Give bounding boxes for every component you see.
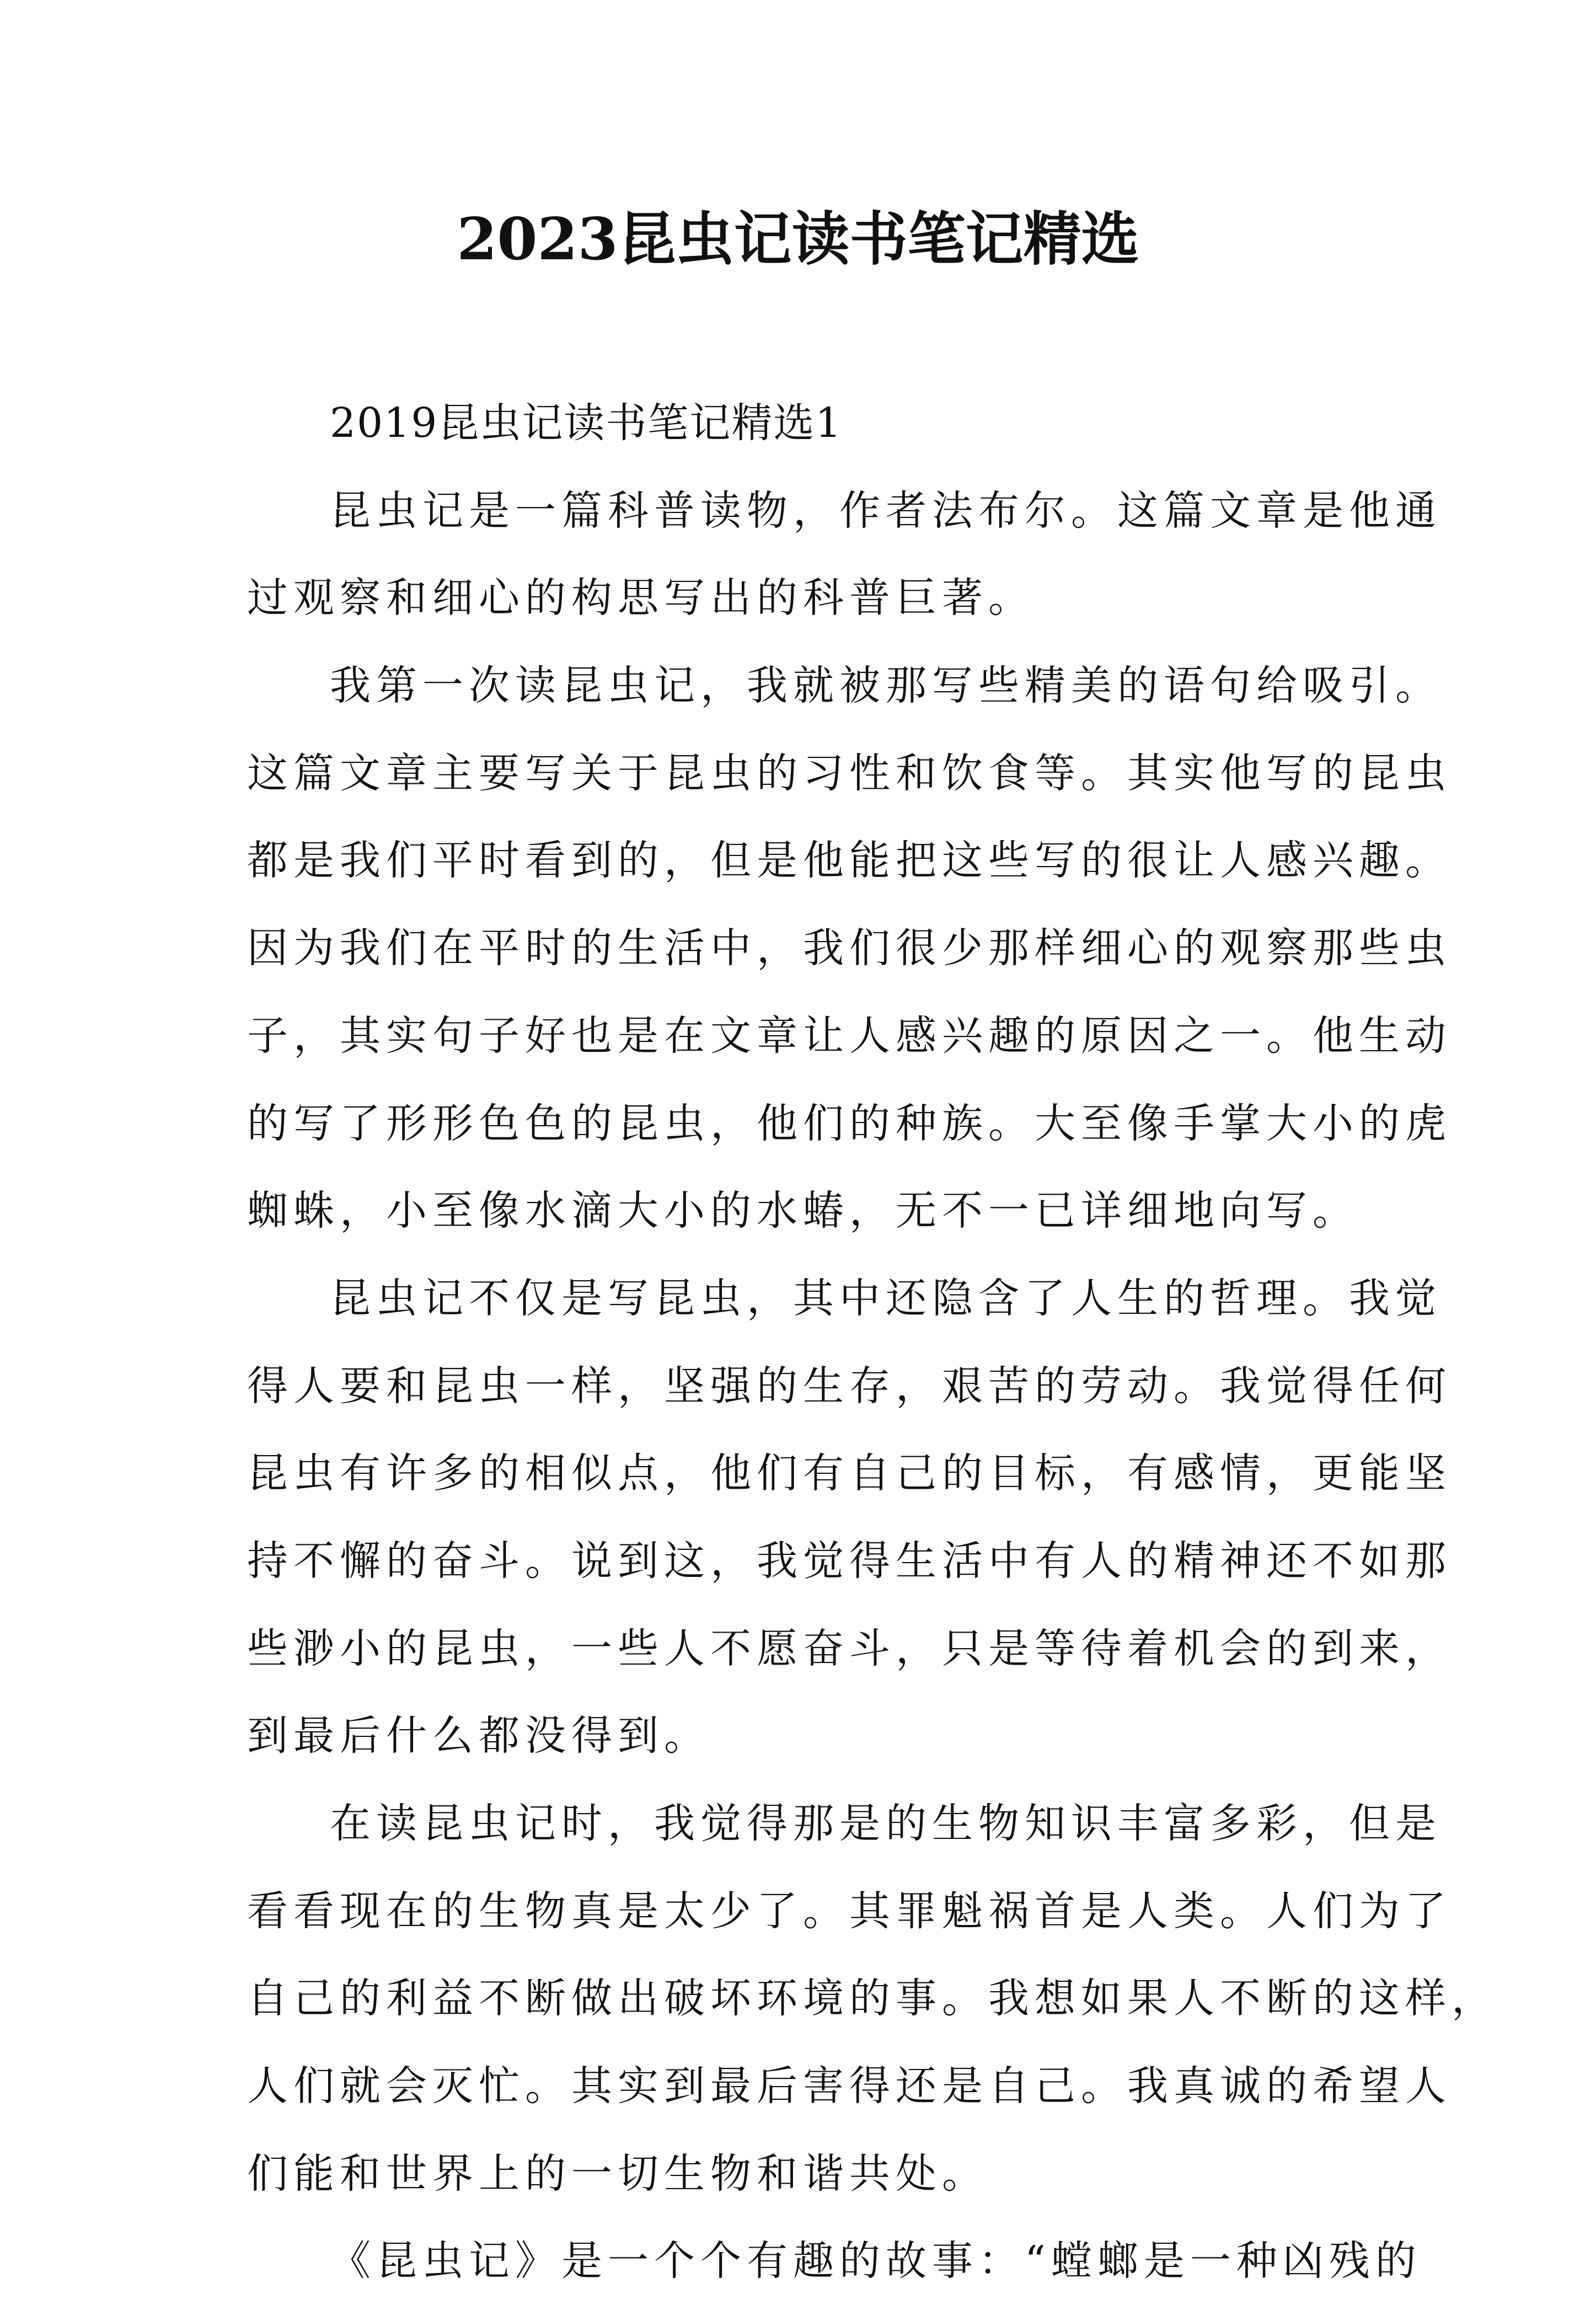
document-body: [247, 379, 1498, 2305]
paragraph-line: 们能和世界上的一切生物和谐共处。: [247, 2149, 988, 2197]
paragraph-line: 些渺小的昆虫，一些人不愿奋斗，只是等待着机会的到来，: [247, 1624, 1452, 1672]
paragraph-line: 昆虫记是一篇科普读物，作者法布尔。这篇文章是他通: [330, 486, 1442, 534]
section-heading: 2019昆虫记读书笔记精选1: [330, 399, 843, 447]
paragraph-line: 得人要和昆虫一样，坚强的生存，艰苦的劳动。我觉得任何: [247, 1362, 1452, 1410]
paragraph-line: 都是我们平时看到的，但是他能把这些写的很让人感兴趣。: [247, 837, 1452, 885]
paragraph-line: 我第一次读昆虫记，我就被那写些精美的语句给吸引。: [330, 662, 1442, 710]
paragraph-line: 子，其实句子好也是在文章让人感兴趣的原因之一。他生动: [247, 1012, 1452, 1060]
paragraph-line: 人们就会灭忙。其实到最后害得还是自己。我真诚的希望人: [247, 2062, 1452, 2110]
paragraph-line: 过观察和细心的构思写出的科普巨著。: [247, 574, 1035, 622]
paragraph-line: 这篇文章主要写关于昆虫的习性和饮食等。其实他写的昆虫: [247, 749, 1452, 797]
paragraph-line: 看看现在的生物真是太少了。其罪魁祸首是人类。人们为了: [247, 1887, 1452, 1935]
paragraph-line: 因为我们在平时的生活中，我们很少那样细心的观察那些虫: [247, 924, 1452, 972]
paragraph-line: 在读昆虫记时，我觉得那是的生物知识丰富多彩，但是: [330, 1800, 1442, 1847]
paragraph-line: 到最后什么都没得到。: [247, 1712, 710, 1760]
paragraph-line: 昆虫记不仅是写昆虫，其中还隐含了人生的哲理。我觉: [330, 1274, 1442, 1322]
paragraph-line: 自己的利益不断做出破坏环境的事。我想如果人不断的这样，: [247, 1975, 1498, 2023]
paragraph-line: 蜘蛛，小至像水滴大小的水蝽，无不一已详细地向写。: [247, 1187, 1359, 1235]
paragraph-line: 《昆虫记》是一个个有趣的故事：“螳螂是一种凶残的: [330, 2237, 1422, 2285]
paragraph-line: 持不懈的奋斗。说到这，我觉得生活中有人的精神还不如那: [247, 1537, 1452, 1585]
paragraph-line: 昆虫有许多的相似点，他们有自己的目标，有感情，更能坚: [247, 1450, 1452, 1498]
document-title: 2023昆虫记读书笔记精选: [457, 205, 1139, 273]
paragraph-line: 的写了形形色色的昆虫，他们的种族。大至像手掌大小的虎: [247, 1099, 1452, 1147]
